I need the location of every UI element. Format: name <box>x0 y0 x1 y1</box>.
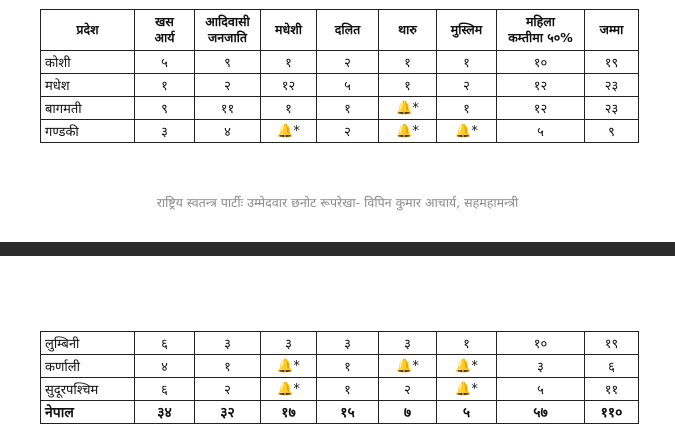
table-row <box>41 120 639 143</box>
table-cell: १ <box>437 51 497 74</box>
table-cell: ३ <box>135 120 195 143</box>
table-row <box>41 332 639 355</box>
table-cell: २ <box>195 378 261 401</box>
table-cell: १ <box>317 355 379 378</box>
image-caption: राष्ट्रिय स्वतन्त्र पार्टीः उम्मेदवार छनोट रूपरेखा- विपिन कुमार आचार्य, सहमहामन्त्री <box>156 195 519 210</box>
table-cell: ५७ <box>497 401 585 424</box>
table-row <box>41 51 639 74</box>
table-cell: ६ <box>585 355 639 378</box>
table-cell: २ <box>317 120 379 143</box>
table-cell: १ <box>379 51 437 74</box>
table-cell: ३ <box>317 332 379 355</box>
bell-icon: 🔔* <box>261 355 317 378</box>
header-cell: महिला कम्तीमा ५०% <box>497 10 585 51</box>
province-cell: कर्णाली <box>41 355 135 378</box>
header-cell: खस आर्य <box>135 10 195 51</box>
representation-table-top <box>40 9 639 143</box>
header-cell: जम्मा <box>585 10 639 51</box>
table-cell: ३४ <box>135 401 195 424</box>
table-cell: ३ <box>497 355 585 378</box>
province-cell: नेपाल <box>41 401 135 424</box>
province-cell: सुदूरपश्चिम <box>41 378 135 401</box>
table-cell: ५ <box>497 378 585 401</box>
bell-icon: 🔔* <box>261 120 317 143</box>
province-cell: बागमती <box>41 97 135 120</box>
table-cell: ५ <box>135 51 195 74</box>
representation-table-bottom <box>40 331 639 424</box>
table-cell: १५ <box>317 401 379 424</box>
header-cell: थारु <box>379 10 437 51</box>
table-cell: १ <box>379 74 437 97</box>
table-cell: ११ <box>195 97 261 120</box>
table-cell: ४ <box>195 120 261 143</box>
table-cell: २ <box>317 51 379 74</box>
table-cell: १ <box>261 97 317 120</box>
table-cell: ३ <box>261 332 317 355</box>
province-cell: कोशी <box>41 51 135 74</box>
bell-icon: 🔔* <box>379 97 437 120</box>
table-cell: २३ <box>585 74 639 97</box>
bell-icon: 🔔* <box>379 120 437 143</box>
table-cell: १२ <box>497 97 585 120</box>
header-cell: दलित <box>317 10 379 51</box>
table-cell: ३ <box>379 332 437 355</box>
table-cell: १ <box>437 97 497 120</box>
table-row <box>41 355 639 378</box>
section-divider <box>0 242 675 256</box>
header-cell: प्रदेश <box>41 10 135 51</box>
table-row <box>41 378 639 401</box>
table-cell: १९ <box>585 332 639 355</box>
table-cell: ९ <box>135 97 195 120</box>
table-cell: १२ <box>261 74 317 97</box>
table-cell: १७ <box>261 401 317 424</box>
table-row <box>41 74 639 97</box>
table-cell: १० <box>497 332 585 355</box>
bell-icon: 🔔* <box>261 378 317 401</box>
province-cell: लुम्बिनी <box>41 332 135 355</box>
table-header <box>41 10 639 51</box>
bell-icon: 🔔* <box>437 120 497 143</box>
bell-icon: 🔔* <box>437 355 497 378</box>
table-cell: ११ <box>585 378 639 401</box>
table-cell: ११० <box>585 401 639 424</box>
table-cell: २३ <box>585 97 639 120</box>
table-row <box>41 97 639 120</box>
table-cell: ५ <box>317 74 379 97</box>
table-cell: ९ <box>585 120 639 143</box>
table-cell: १ <box>135 74 195 97</box>
table-cell: २ <box>379 378 437 401</box>
total-row <box>41 401 639 424</box>
table-cell: २ <box>437 74 497 97</box>
table-cell: २ <box>195 74 261 97</box>
table-cell: १९ <box>585 51 639 74</box>
header-cell: आदिवासी जनजाति <box>195 10 261 51</box>
province-cell: मधेश <box>41 74 135 97</box>
table-cell: १२ <box>497 74 585 97</box>
table-cell: ७ <box>379 401 437 424</box>
table-cell: १ <box>261 51 317 74</box>
table-cell: ९ <box>195 51 261 74</box>
table-cell: ३२ <box>195 401 261 424</box>
table-cell: १ <box>195 355 261 378</box>
bell-icon: 🔔* <box>379 355 437 378</box>
bell-icon: 🔔* <box>437 378 497 401</box>
table-cell: १० <box>497 51 585 74</box>
header-cell: मुस्लिम <box>437 10 497 51</box>
table-cell: ५ <box>497 120 585 143</box>
table-cell: ४ <box>135 355 195 378</box>
table-cell: ६ <box>135 378 195 401</box>
table-cell: ६ <box>135 332 195 355</box>
table-cell: १ <box>437 332 497 355</box>
table-cell: १ <box>317 97 379 120</box>
table-cell: ३ <box>195 332 261 355</box>
table-cell: ५ <box>437 401 497 424</box>
header-cell: मधेशी <box>261 10 317 51</box>
table-cell: १ <box>317 378 379 401</box>
province-cell: गण्डकी <box>41 120 135 143</box>
